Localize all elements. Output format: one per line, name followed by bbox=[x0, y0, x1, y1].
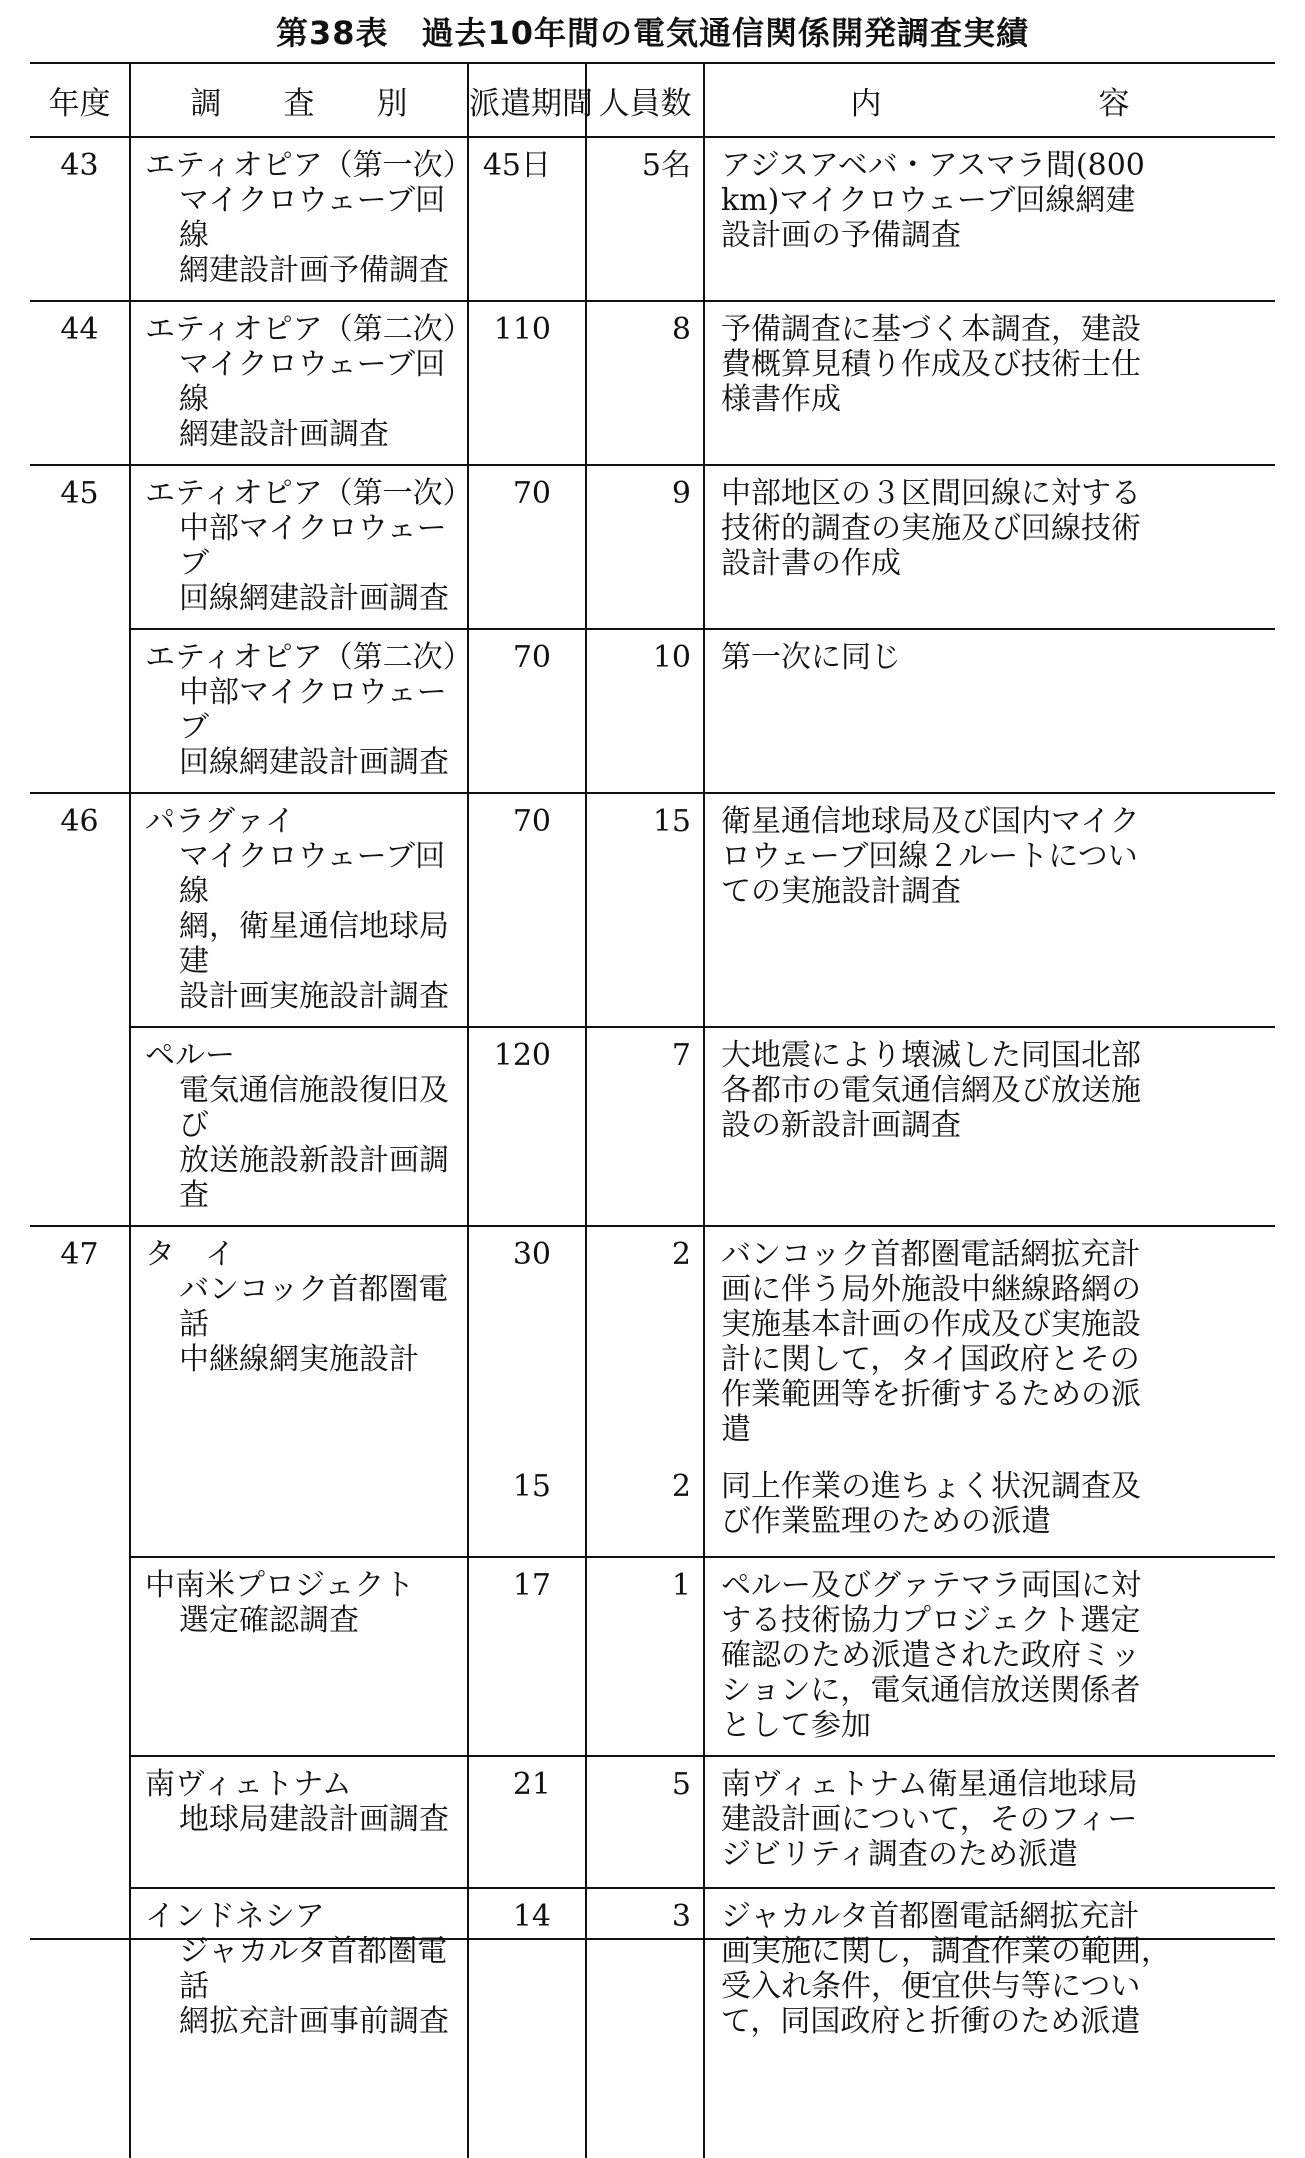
survey-country: 南ヴィェトナム bbox=[145, 1767, 352, 1802]
period-cell: 15 bbox=[468, 1459, 586, 1557]
period-cell: 14 bbox=[468, 1888, 586, 2158]
survey-country: エティオピア（第一次） bbox=[145, 148, 473, 183]
survey-line: マイクロウェーブ回線 bbox=[179, 183, 446, 253]
survey-cell bbox=[130, 629, 473, 793]
survey-cell bbox=[130, 1226, 468, 1459]
header-content: 内 容 bbox=[704, 63, 1275, 137]
period-cell: 21 bbox=[468, 1756, 586, 1888]
content-cell: 第一次に同じ bbox=[704, 629, 1275, 793]
survey-cell bbox=[130, 137, 473, 301]
survey-line: バンコック首都圏電話 bbox=[179, 1272, 449, 1342]
table-row bbox=[30, 1557, 1275, 1756]
content-cell: 衛星通信地球局及び国内マイク ロウェーブ回線２ルートについ ての実施設計調査 bbox=[704, 793, 1275, 1027]
year-cell: 47 bbox=[30, 1226, 130, 1459]
period-cell: 30 bbox=[468, 1226, 586, 1459]
table-row bbox=[30, 1459, 1275, 1557]
survey-line: 中継線網実施設計 bbox=[179, 1342, 419, 1377]
content-cell: バンコック首都圏電話網拡充計 画に伴う局外施設中継線路網の 実施基本計画の作成及び実施設 計に関して，タイ国政府とその 作業範囲等を折衝するための派 遣 bbox=[704, 1226, 1275, 1459]
content-cell: 同上作業の進ちょく状況調査及 び作業監理のための派遣 bbox=[721, 1469, 1141, 1539]
survey-line: 放送施設新設計画調査 bbox=[179, 1143, 449, 1213]
survey-line: 回線網建設計画調査 bbox=[179, 745, 449, 780]
survey-line: 網拡充計画事前調査 bbox=[179, 2004, 449, 2039]
year-cell: 45 bbox=[30, 465, 130, 629]
people-cell: 15 bbox=[586, 793, 704, 1027]
people-cell: 2 bbox=[586, 1226, 704, 1459]
survey-line: マイクロウェーブ回線 bbox=[179, 347, 446, 417]
survey-cell bbox=[130, 1459, 468, 1557]
survey-line: 設計画実施設計調査 bbox=[179, 979, 449, 1014]
survey-line: 網建設計画予備調査 bbox=[179, 253, 449, 288]
survey-country: エティオピア（第一次） bbox=[145, 476, 473, 511]
people-cell: 9 bbox=[586, 465, 704, 629]
year-cell: 46 bbox=[30, 793, 130, 1027]
survey-cell bbox=[130, 793, 468, 1027]
people-cell: 3 bbox=[586, 1888, 704, 2158]
header-row bbox=[30, 63, 1275, 137]
content-cell: 予備調査に基づく本調査，建設 費概算見積り作成及び技術士仕 様書作成 bbox=[704, 301, 1275, 465]
people-cell: 1 bbox=[586, 1557, 704, 1756]
people-cell: 2 bbox=[586, 1459, 704, 1557]
people-cell: 10 bbox=[586, 629, 704, 793]
survey-line: 回線網建設計画調査 bbox=[179, 581, 449, 616]
content-cell: ペルー及びグァテマラ両国に対 する技術協力プロジェクト選定 確認のため派遣された政府ミッ ションに，電気通信放送関係者 として参加 bbox=[704, 1557, 1275, 1756]
survey-line: マイクロウェーブ回線 bbox=[179, 839, 446, 909]
survey-country: パラグァイ bbox=[145, 804, 295, 839]
year-cell: 43 bbox=[30, 137, 130, 301]
period-cell: 70 bbox=[468, 793, 586, 1027]
header-year: 年度 bbox=[30, 63, 130, 137]
content-cell: 大地震により壊滅した同国北部 各都市の電気通信網及び放送施 設の新設計画調査 bbox=[704, 1027, 1275, 1226]
table-row bbox=[30, 1027, 1275, 1226]
survey-line: 網，衛星通信地球局建 bbox=[179, 909, 449, 979]
content-cell: アジスアベバ・アスマラ間(800 km)マイクロウェーブ回線網建 設計画の予備調査 bbox=[704, 137, 1275, 301]
period-cell: 17 bbox=[468, 1557, 586, 1756]
year-cell bbox=[30, 1557, 130, 1756]
survey-country: エティオピア（第二次） bbox=[145, 640, 473, 675]
survey-cell bbox=[130, 1557, 468, 1756]
period-cell: 70 bbox=[468, 629, 586, 793]
table-body bbox=[30, 137, 1275, 2158]
people-cell: 5名 bbox=[586, 137, 704, 301]
year-cell bbox=[30, 1459, 130, 1557]
survey-country: 中南米プロジェクト bbox=[145, 1568, 415, 1603]
table-row bbox=[30, 629, 1275, 793]
survey-line: 網建設計画調査 bbox=[179, 417, 389, 452]
survey-cell bbox=[130, 1756, 468, 1888]
table-row bbox=[30, 137, 1275, 301]
survey-country: ペルー bbox=[145, 1038, 235, 1073]
survey-cell bbox=[130, 465, 473, 629]
people-cell: 8 bbox=[586, 301, 704, 465]
survey-cell bbox=[130, 301, 473, 465]
year-cell bbox=[30, 1027, 130, 1226]
survey-line: 電気通信施設復旧及び bbox=[179, 1073, 449, 1143]
survey-line: 選定確認調査 bbox=[179, 1603, 359, 1638]
content-cell: ジャカルタ首都圏電話網拡充計 画実施に関し，調査作業の範囲， 受入れ条件，便宜供与等につい て，同国政府と折衝のため派遣 bbox=[704, 1888, 1275, 2158]
header-people: 人員数 bbox=[586, 63, 704, 137]
header-survey: 調 査 別 bbox=[130, 63, 468, 137]
table-row bbox=[30, 793, 1275, 1027]
year-cell: 44 bbox=[30, 301, 130, 465]
header-period: 派遣期間 bbox=[468, 63, 586, 137]
table-row bbox=[30, 1888, 1275, 2158]
table-row bbox=[30, 1756, 1275, 1888]
survey-country: エティオピア（第二次） bbox=[145, 312, 473, 347]
period-cell: 110 bbox=[468, 301, 586, 465]
survey-cell bbox=[130, 1027, 468, 1226]
table-row bbox=[30, 465, 1275, 629]
survey-line: 中部マイクロウェーブ bbox=[179, 675, 447, 745]
year-cell bbox=[30, 1888, 130, 2158]
table-row bbox=[30, 1226, 1275, 1459]
content-cell: 南ヴィェトナム衛星通信地球局 建設計画について，そのフィー ジビリティ調査のため派遣 bbox=[704, 1756, 1275, 1888]
table-row bbox=[30, 301, 1275, 465]
people-cell: 7 bbox=[586, 1027, 704, 1226]
bottom-rule bbox=[30, 1938, 1275, 1940]
survey-line: 地球局建設計画調査 bbox=[179, 1802, 449, 1837]
table-title: 第38表 過去10年間の電気通信関係開発調査実績 bbox=[275, 14, 1030, 52]
survey-line: 中部マイクロウェーブ bbox=[179, 511, 447, 581]
year-cell bbox=[30, 629, 130, 793]
survey-cell bbox=[130, 1888, 468, 2158]
survey-table bbox=[30, 62, 1275, 2158]
survey-line: ジャカルタ首都圏電話 bbox=[179, 1934, 448, 2004]
survey-country: タ イ bbox=[145, 1237, 235, 1272]
period-cell: 120 bbox=[468, 1027, 586, 1226]
content-cell: 中部地区の３区間回線に対する 技術的調査の実施及び回線技術 設計書の作成 bbox=[704, 465, 1275, 629]
year-cell bbox=[30, 1756, 130, 1888]
period-cell: 45日 bbox=[468, 137, 586, 301]
people-cell: 5 bbox=[586, 1756, 704, 1888]
period-cell: 70 bbox=[468, 465, 586, 629]
survey-country: インドネシア bbox=[145, 1899, 325, 1934]
